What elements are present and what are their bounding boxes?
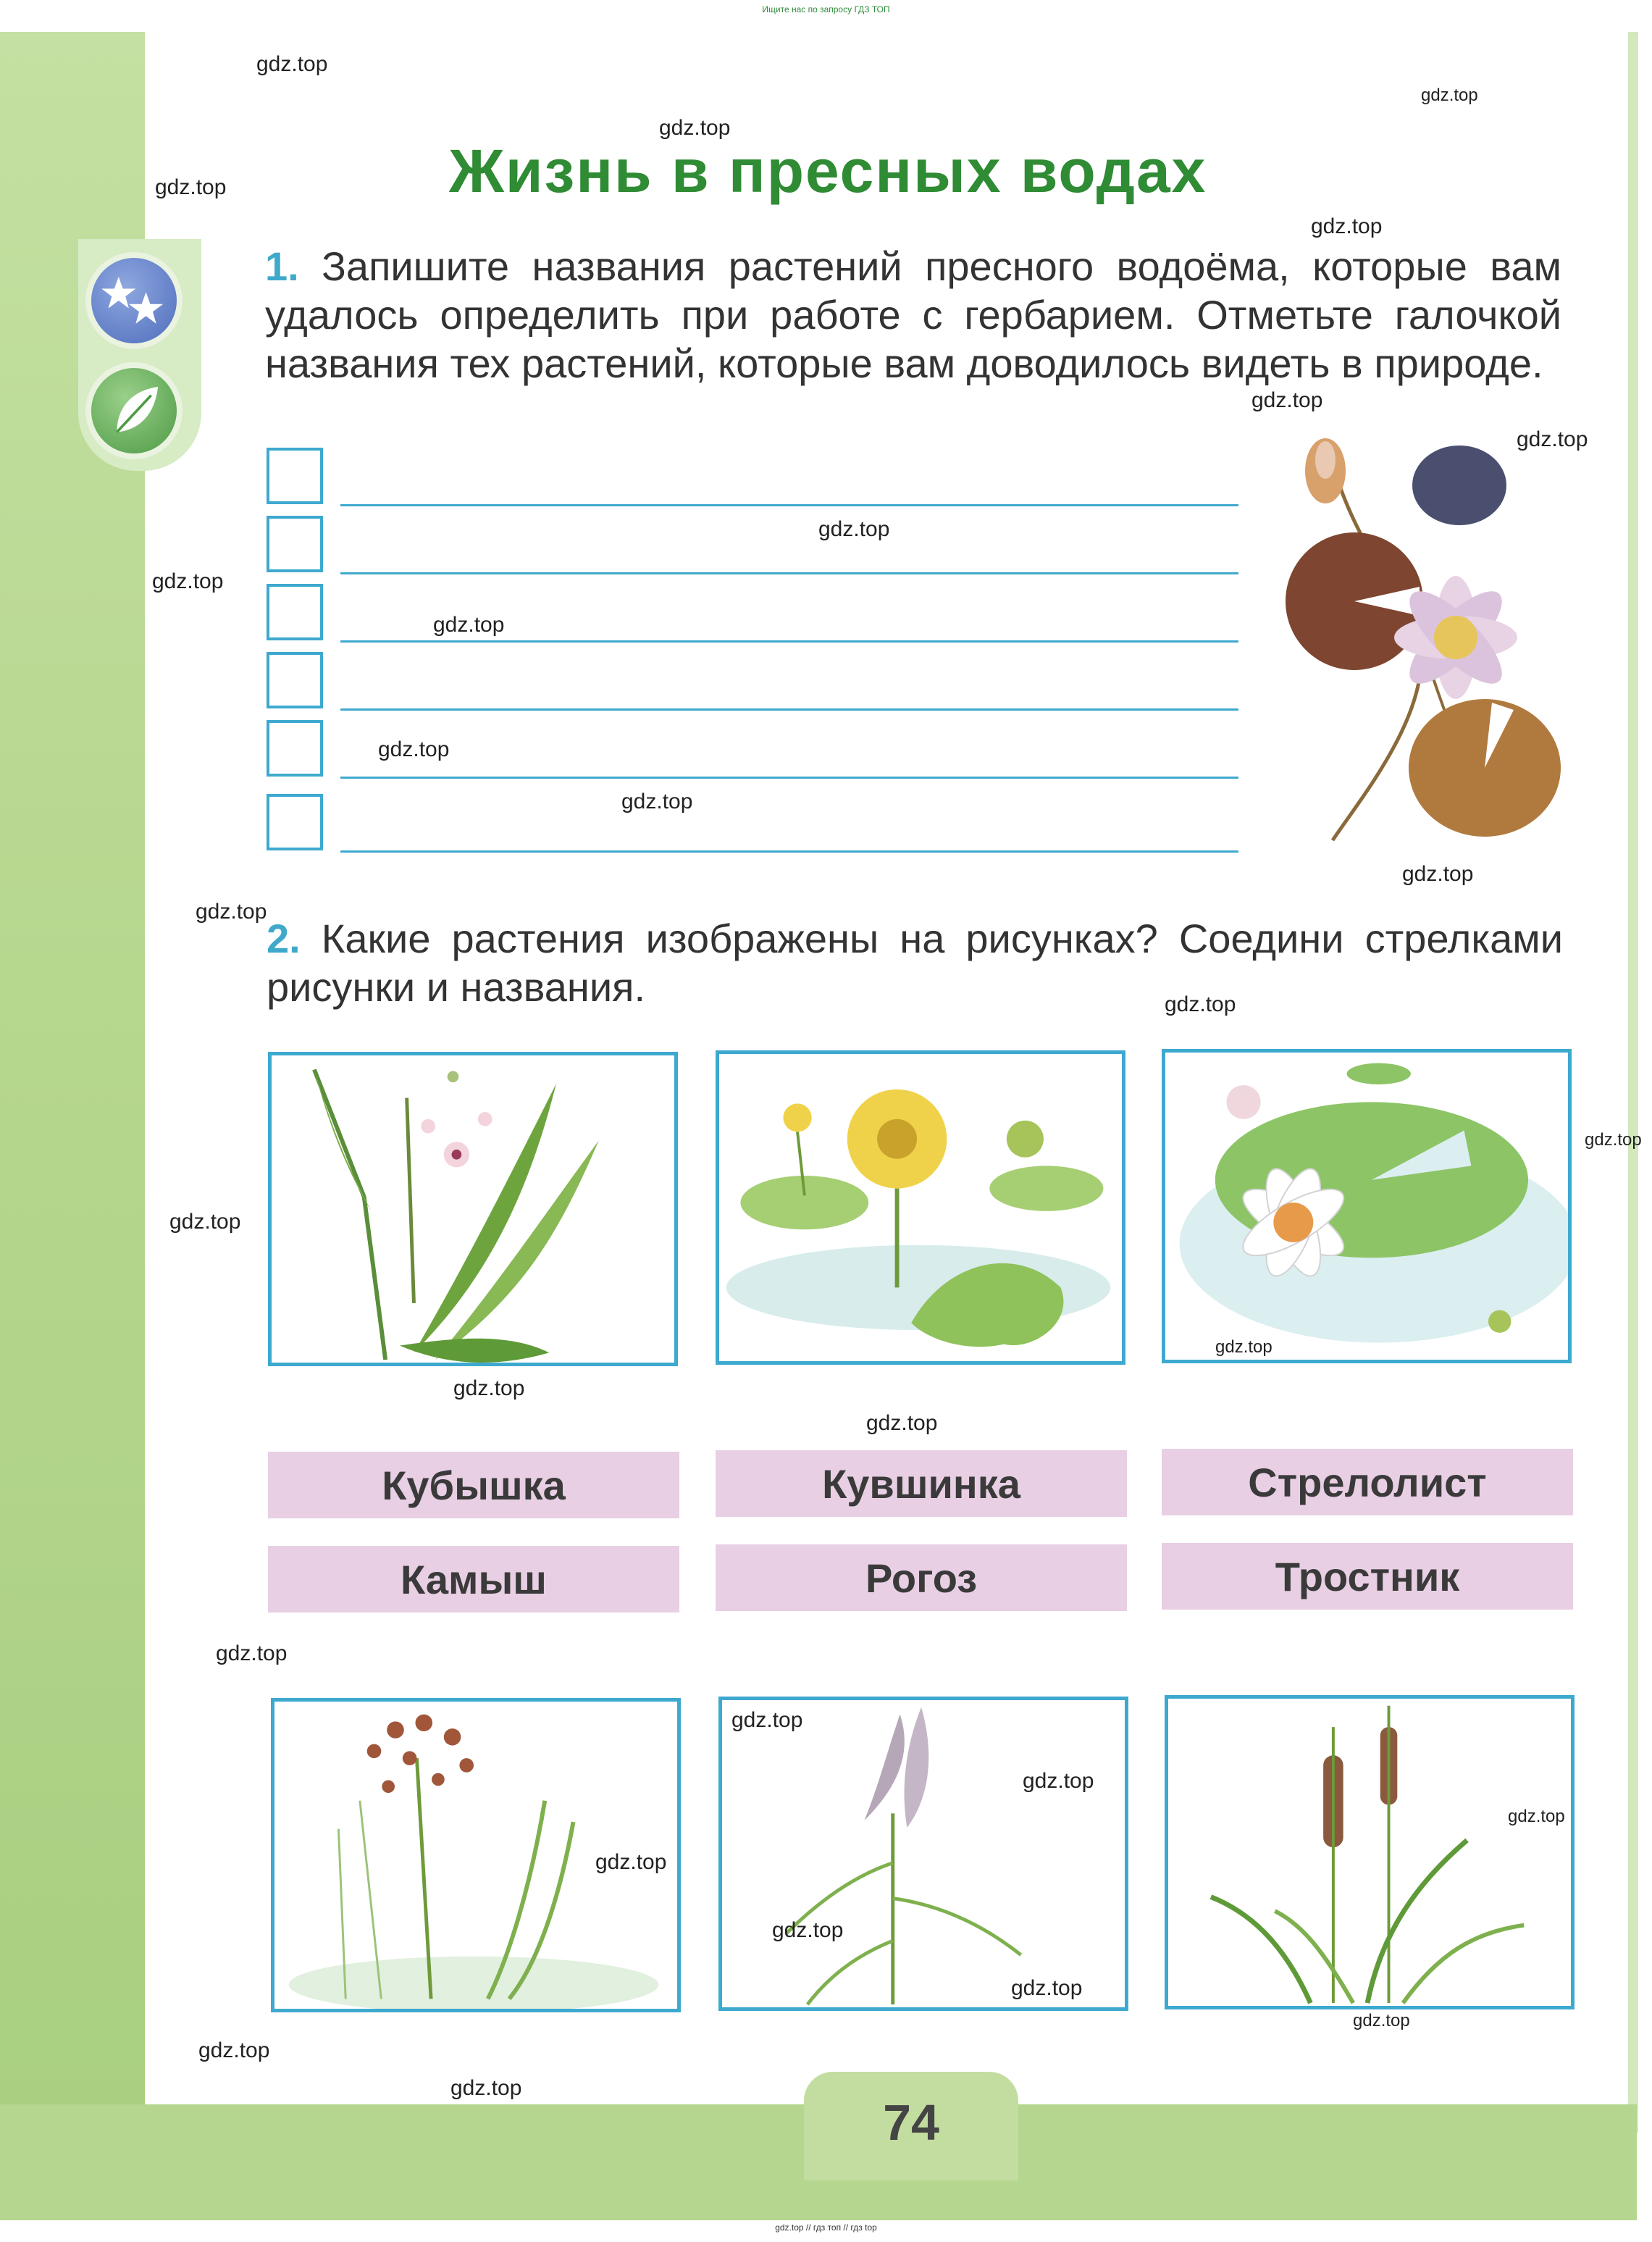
task-1-number: 1. <box>265 243 299 289</box>
watermark: gdz.top <box>1165 992 1236 1016</box>
checkbox-1[interactable] <box>267 448 323 504</box>
watermark: gdz.top <box>1517 427 1588 451</box>
name-card-2[interactable]: Кувшинка <box>716 1450 1127 1517</box>
watermark: gdz.top <box>1011 1976 1083 2000</box>
watermark: gdz.top <box>1251 388 1323 412</box>
watermark: gdz.top <box>866 1411 938 1435</box>
checkbox-2[interactable] <box>267 516 323 572</box>
watermark: gdz.top <box>1421 85 1478 105</box>
watermark: gdz.top <box>1508 1807 1565 1826</box>
watermark: gdz.top <box>152 569 224 593</box>
watermark: gdz.top <box>1353 2011 1410 2030</box>
watermark: gdz.top <box>1585 1130 1642 1150</box>
footer-note: gdz.top // гдз топ // гдз top <box>775 2222 877 2233</box>
watermark: gdz.top <box>155 175 227 199</box>
name-card-4[interactable]: Камыш <box>268 1546 679 1613</box>
name-card-6[interactable]: Тростник <box>1162 1543 1573 1610</box>
leaf-icon <box>85 362 183 459</box>
watermark: gdz.top <box>1023 1769 1094 1793</box>
answer-line-3[interactable] <box>340 640 1238 643</box>
task-2-number: 2. <box>267 916 301 961</box>
answer-line-2[interactable] <box>340 572 1238 574</box>
watermark: gdz.top <box>433 613 505 637</box>
stars-icon <box>85 252 183 349</box>
header-note: Ищите нас по запросу ГДЗ ТОП <box>762 4 890 14</box>
checkbox-5[interactable] <box>267 720 323 777</box>
watermark: gdz.top <box>378 737 450 761</box>
watermark: gdz.top <box>621 790 693 813</box>
watermark: gdz.top <box>216 1641 288 1665</box>
answer-line-5[interactable] <box>340 777 1238 779</box>
task-1 <box>265 242 1561 388</box>
checkbox-6[interactable] <box>267 794 323 850</box>
page-number: 74 <box>883 2094 939 2151</box>
watermark: gdz.top <box>169 1210 241 1234</box>
herbarium-water-lily-image <box>1275 420 1579 855</box>
watermark: gdz.top <box>818 517 890 541</box>
picture-common-reed[interactable] <box>718 1697 1128 2011</box>
checkbox-3[interactable] <box>267 584 323 640</box>
watermark: gdz.top <box>256 52 328 76</box>
picture-yellow-pond-lily[interactable] <box>716 1050 1125 1365</box>
picture-white-water-lily[interactable] <box>1162 1049 1572 1363</box>
checkbox-4[interactable] <box>267 652 323 708</box>
picture-arrowhead[interactable] <box>268 1052 678 1366</box>
task-2 <box>267 914 1563 1011</box>
task-1-text: Запишите названия растений пресного водоёма, которые вам удалось определить при работе с гербарием. Отметьте галочкой названия тех растений, которые вам доводилось видеть в природе. <box>265 243 1562 386</box>
answer-line-1[interactable] <box>340 504 1238 506</box>
watermark: gdz.top <box>453 1376 525 1400</box>
watermark: gdz.top <box>1215 1337 1272 1357</box>
watermark: gdz.top <box>1402 862 1474 886</box>
watermark: gdz.top <box>1311 214 1383 238</box>
page-title: Жизнь в пресных водах <box>449 137 1207 205</box>
watermark: gdz.top <box>595 1850 667 1874</box>
watermark: gdz.top <box>198 2038 270 2062</box>
watermark: gdz.top <box>659 116 731 140</box>
watermark: gdz.top <box>731 1708 803 1732</box>
name-card-5[interactable]: Рогоз <box>716 1544 1127 1611</box>
picture-cattail[interactable] <box>1165 1695 1575 2009</box>
name-card-1[interactable]: Кубышка <box>268 1452 679 1518</box>
answer-line-6[interactable] <box>340 850 1238 853</box>
watermark: gdz.top <box>772 1918 844 1942</box>
name-card-3[interactable]: Стрелолист <box>1162 1449 1573 1515</box>
task-2-text: Какие растения изображены на рисунках? Соедини стрелками рисунки и названия. <box>267 916 1563 1010</box>
watermark: gdz.top <box>196 900 267 924</box>
watermark: gdz.top <box>450 2076 522 2100</box>
right-green-margin <box>1628 32 1638 2133</box>
answer-line-4[interactable] <box>340 708 1238 711</box>
